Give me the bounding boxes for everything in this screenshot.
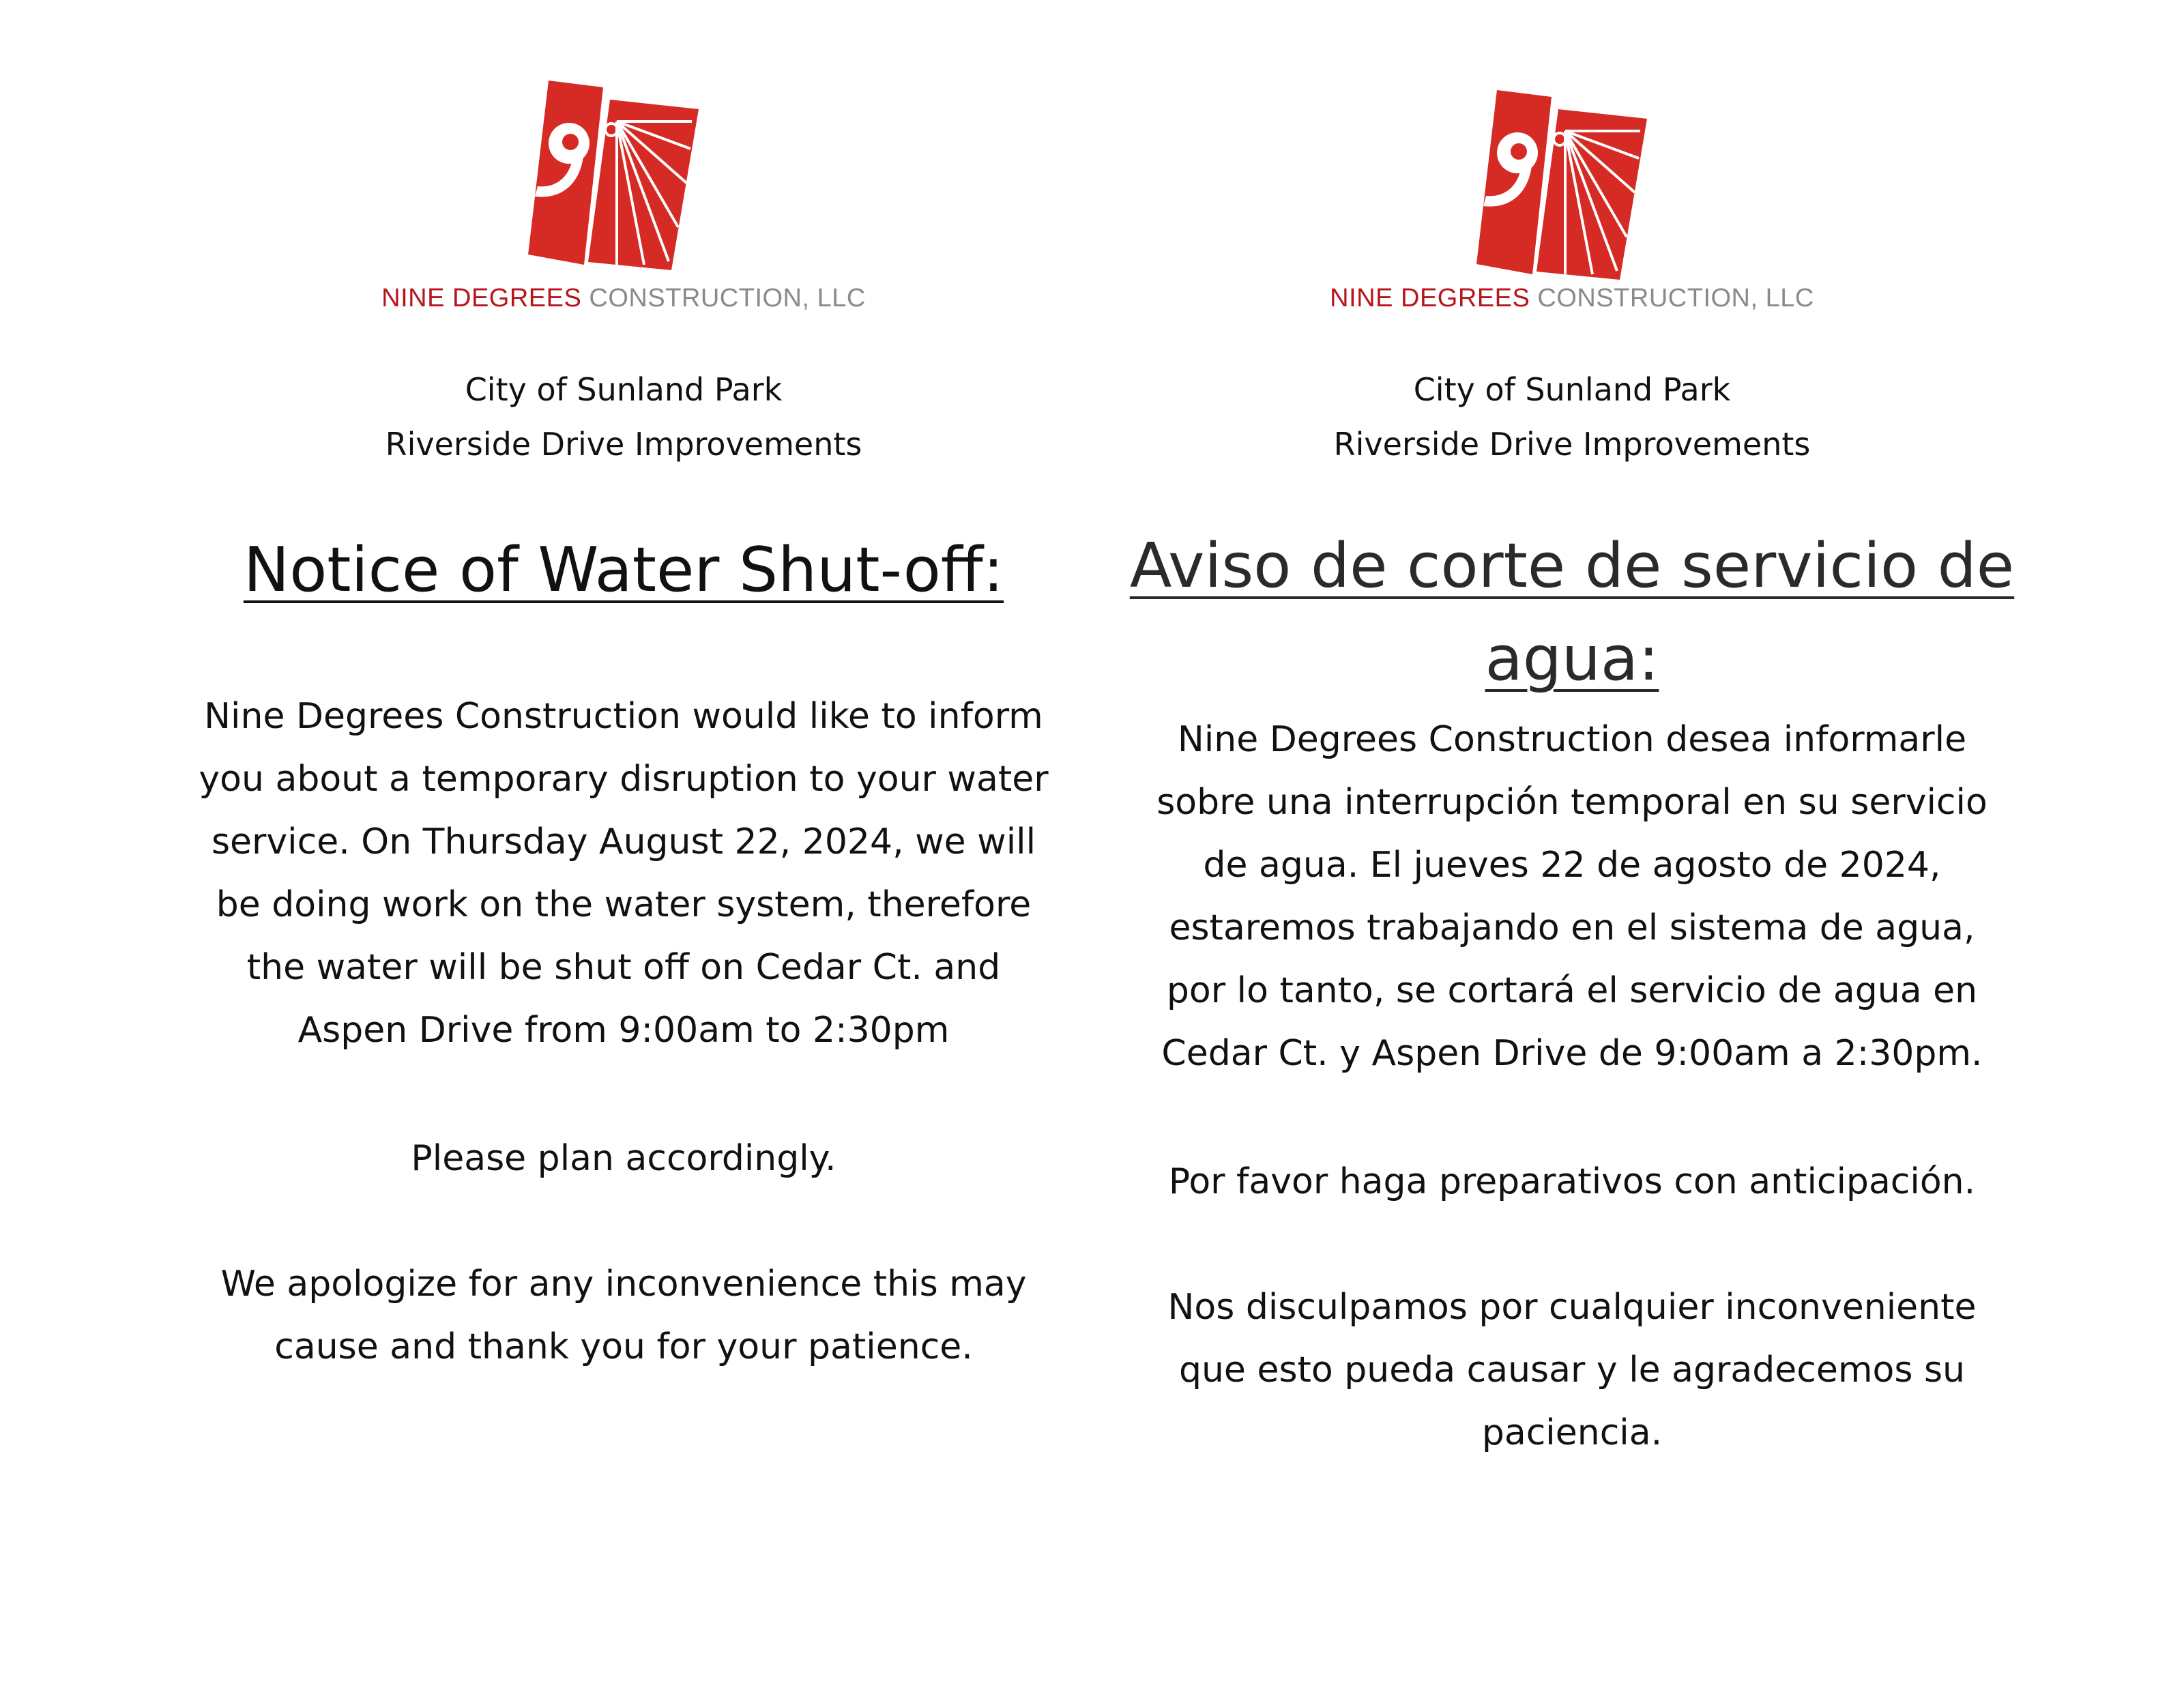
city-name: City of Sunland Park <box>1413 371 1731 408</box>
city-name: City of Sunland Park <box>465 371 783 408</box>
company-name <box>1129 284 2015 313</box>
company-logo <box>1129 90 2015 288</box>
notice-paragraph-apology: Nos disculpamos por cualquier inconveniente que esto pueda causar y le agradecemos su paciencia. <box>1167 1287 1977 1453</box>
project-name: Riverside Drive Improvements <box>385 426 862 463</box>
notice-paragraph-plan: Please plan accordingly. <box>411 1138 836 1179</box>
notice-paragraph-apology: We apologize for any inconvenience this may cause and thank you for your patience. <box>220 1264 1027 1367</box>
nine-degrees-door-logo-icon <box>1456 90 1688 281</box>
project-name: Riverside Drive Improvements <box>1333 426 1811 463</box>
company-logo <box>180 81 1067 278</box>
notice-paragraph-plan: Por favor haga preparativos con anticipación. <box>1168 1161 1976 1202</box>
nine-degrees-door-logo-icon <box>508 81 740 272</box>
company-name-red: NINE DEGREES <box>381 284 582 312</box>
company-name <box>180 284 1067 313</box>
notice-heading: Aviso de corte de servicio de agua: <box>1129 530 2015 695</box>
company-name-grey: CONSTRUCTION, LLC <box>1530 284 1814 312</box>
company-name-grey: CONSTRUCTION, LLC <box>581 284 866 312</box>
company-name-red: NINE DEGREES <box>1330 284 1530 312</box>
notice-paragraph-main: Nine Degrees Construction desea informarle sobre una interrupción temporal en su servicio de agua. El jueves 22 de agosto de 2024, estaremos trabajando en el sistema de agua, por lo tanto, se cortará el servicio de agua en Cedar Ct. y Aspen Drive de 9:00am a 2:30pm. <box>1156 719 1988 1074</box>
notice-heading: Notice of Water Shut-off: <box>243 534 1004 606</box>
notice-paragraph-main: Nine Degrees Construction would like to inform you about a temporary disruption to your water service. On Thursday August 22, 2024, we will be doing work on the water system, therefore the water will be shut off on Cedar Ct. and Aspen Drive from 9:00am to 2:30pm <box>199 696 1049 1051</box>
